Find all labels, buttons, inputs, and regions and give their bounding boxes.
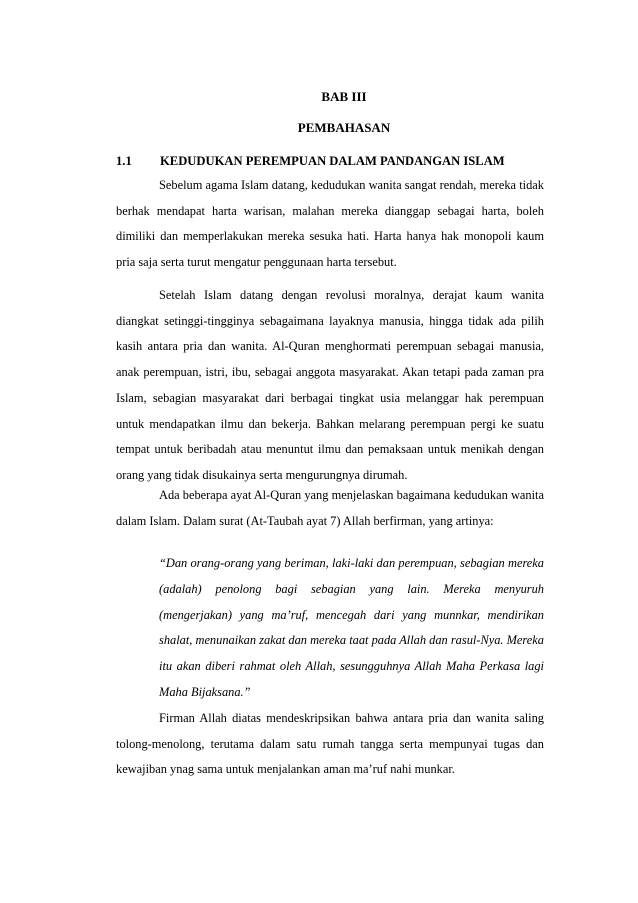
section-number: 1.1 bbox=[116, 154, 132, 168]
paragraph-text: Sebelum agama Islam datang, kedudukan wanita sangat rendah, mereka tidak berhak mendapat harta warisan, malahan mereka dianggap sebagai harta, boleh dimiliki dan memperlakukan mereka sesuka hati. Harta hanya hak monopoli kaum pria saja serta turut mengatur penggunaan harta tersebut. bbox=[116, 178, 544, 270]
paragraph-text: Setelah Islam datang dengan revolusi moralnya, derajat kaum wanita diangkat setinggi-tingginya sebagaimana layaknya manusia, hingga tidak ada pilih kasih antara pria dan wanita. Al-Quran menghormati perempuan sebagai manusia, anak perempuan, istri, ibu, sebagai anggota masyarakat. Akan tetapi pada zaman pra Islam, sebagian masyarakat dari berbagai tingkat usia melanggar hak perempuan untuk mendapatkan ilmu dan bekerja. Bahkan melarang perempuan pergi ke suatu tempat untuk beribadah atau menuntut ilmu dan pemaksaan untuk menikah dengan orang yang tidak disukainya serta mengurungnya dirumah. bbox=[116, 288, 544, 482]
paragraph-text: Ada beberapa ayat Al-Quran yang menjelaskan bagaimana kedudukan wanita dalam Islam. Dalam surat (At-Taubah ayat 7) Allah berfirman, yang artinya: bbox=[116, 488, 544, 528]
chapter-heading: BAB III bbox=[321, 89, 367, 104]
paragraph bbox=[116, 173, 544, 276]
paragraph bbox=[116, 483, 544, 534]
section-title: KEDUDUKAN PEREMPUAN DALAM PANDANGAN ISLAM bbox=[160, 154, 505, 168]
section-heading bbox=[116, 154, 505, 169]
chapter-title: PEMBAHASAN bbox=[297, 120, 391, 135]
quran-quote: “Dan orang-orang yang beriman, laki-laki dan perempuan, sebagian mereka (adalah) penolong bagi sebagian yang lain. Mereka menyuruh (mengerjakan) yang ma’ruf, mencegah dari yang munnkar, mendirikan shalat, menunaikan zakat dan mereka taat pada Allah dan rasul-Nya. Mereka itu akan diberi rahmat oleh Allah, sesungguhnya Allah Maha Perkasa lagi Maha Bijaksana.” bbox=[159, 556, 544, 699]
paragraph-text: Firman Allah diatas mendeskripsikan bahwa antara pria dan wanita saling tolong-menolong, terutama dalam satu rumah tangga serta mempunyai tugas dan kewajiban ynag sama untuk menjalankan aman ma’ruf nahi munkar. bbox=[116, 711, 544, 777]
paragraph bbox=[116, 706, 544, 783]
paragraph bbox=[116, 283, 544, 489]
